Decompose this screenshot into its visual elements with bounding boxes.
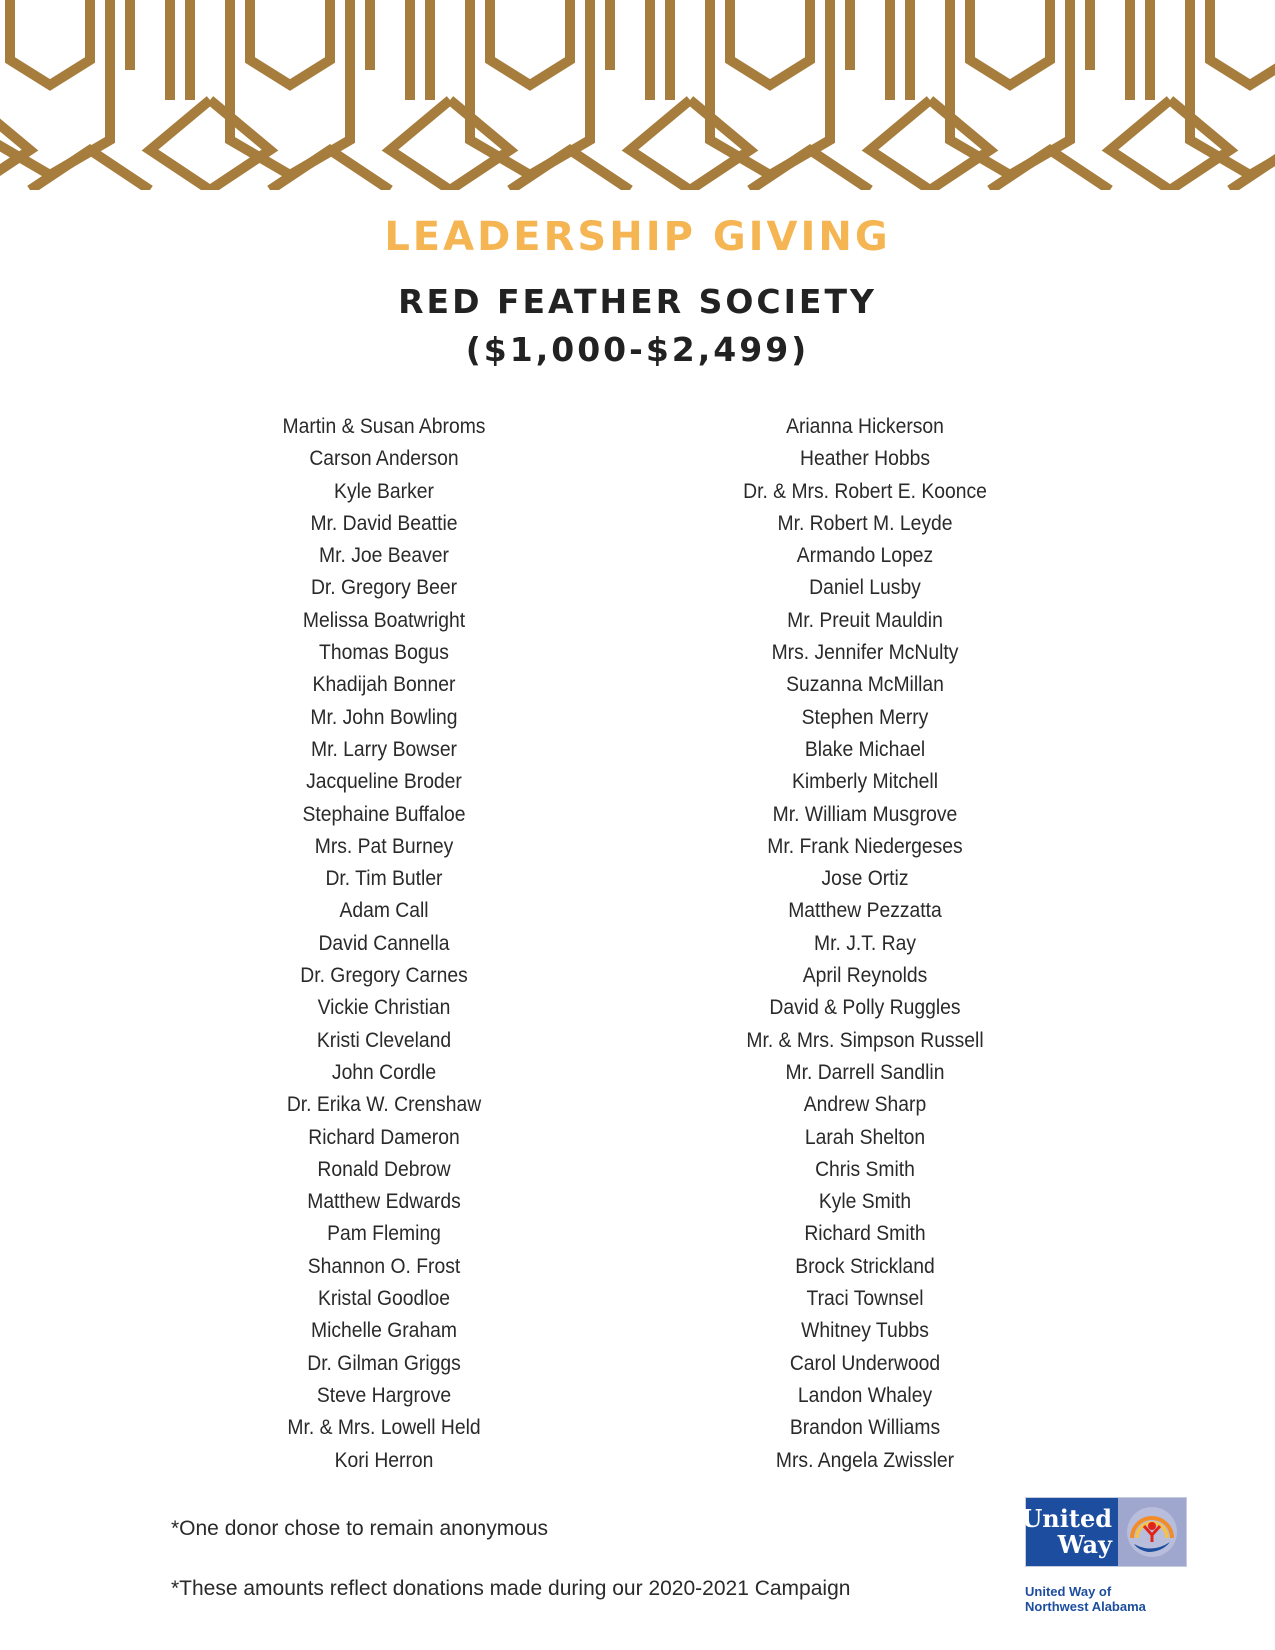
donor-name: Kori Herron [334,1448,434,1472]
donor-name: Matthew Pezzatta [788,899,942,923]
donor-name: Armando Lopez [796,544,934,568]
logo-emblem [1118,1498,1186,1566]
donor-name: Melissa Boatwright [302,608,466,632]
donor-name: Jose Ortiz [821,867,909,891]
donor-name: Mrs. Jennifer McNulty [771,641,959,665]
donor-name: Kristi Cleveland [316,1028,452,1052]
donor-name: Shannon O. Frost [307,1254,461,1278]
donor-name: Dr. Gregory Beer [310,576,458,600]
donor-name: Brandon Williams [789,1416,941,1440]
donor-name: Traci Townsel [806,1287,924,1311]
logo-caption [1025,1584,1225,1614]
donor-name: Blake Michael [804,737,926,761]
donor-name: Vickie Christian [317,996,451,1020]
donor-name: Richard Smith [804,1222,926,1246]
donor-name: Brock Strickland [795,1254,935,1278]
donor-name: Kyle Smith [818,1190,912,1214]
donor-name: Suzanna McMillan [786,673,944,697]
donor-name: Kristal Goodloe [317,1287,451,1311]
donor-name: Dr. Gregory Carnes [300,964,468,988]
donor-name: April Reynolds [802,964,928,988]
donor-name: Jacqueline Broder [306,770,462,794]
donor-name: Dr. & Mrs. Robert E. Koonce [743,479,987,503]
donor-name: Ronald Debrow [317,1157,451,1181]
logo-caption-line2: Northwest Alabama [1025,1599,1146,1614]
donor-name: Thomas Bogus [319,641,449,665]
rainbow-hand-icon [1124,1504,1180,1560]
donor-name: Mr. Darrell Sandlin [785,1060,945,1084]
donor-name: Stephen Merry [801,705,929,729]
united-way-logo [1021,1497,1187,1567]
donor-name: Arianna Hickerson [786,415,944,438]
decorative-banner [0,0,1275,190]
logo-line2: Way [1057,1530,1112,1559]
donor-name: Mr. William Musgrove [772,802,958,826]
donor-name: Kimberly Mitchell [791,770,938,794]
donor-name: Mrs. Angela Zwissler [775,1448,955,1472]
donor-name: Khadijah Bonner [312,673,456,697]
donor-name: Mr. John Bowling [310,705,458,729]
donor-name: Richard Dameron [308,1125,460,1149]
giving-range: ($1,000-$2,499) [465,330,810,369]
donor-name: Mr. & Mrs. Simpson Russell [746,1028,984,1052]
donor-name: Mr. Frank Niedergeses [767,834,963,858]
donor-name: John Cordle [331,1060,437,1084]
donor-name: Kyle Barker [334,479,434,503]
donor-name: Dr. Erika W. Crenshaw [286,1093,482,1117]
donor-name: Mr. David Beattie [310,511,458,535]
anonymous-note: *One donor chose to remain anonymous [171,1517,549,1540]
society-name: RED FEATHER SOCIETY [398,282,877,321]
donor-name: Mr. & Mrs. Lowell Held [287,1416,481,1440]
donor-name: Landon Whaley [797,1383,933,1407]
donor-name: Daniel Lusby [809,576,921,600]
page-title: LEADERSHIP GIVING [384,214,891,260]
donor-name: Whitney Tubbs [801,1319,929,1343]
donor-name: Mrs. Pat Burney [314,834,454,858]
donor-list-right [645,411,1085,1477]
donor-name: Andrew Sharp [803,1093,927,1117]
donor-name: Mr. J.T. Ray [813,931,916,955]
donor-name: Steve Hargrove [316,1383,452,1407]
logo-wordmark [1021,1498,1118,1566]
donor-name: Stephaine Buffaloe [302,802,466,826]
donor-name: Mr. Larry Bowser [310,737,457,761]
donor-name: Matthew Edwards [307,1190,461,1214]
logo-line1: United [1021,1504,1112,1533]
campaign-note: *These amounts reflect donations made during our 2020-2021 Campaign [171,1577,851,1600]
donor-name: Dr. Gilman Griggs [307,1351,461,1375]
donor-name: Heather Hobbs [800,447,930,471]
donor-name: Carson Anderson [309,447,459,471]
donor-name: Mr. Preuit Mauldin [787,608,943,632]
donor-name: Mr. Joe Beaver [319,544,449,568]
donor-list-left [164,411,604,1477]
donor-name: Carol Underwood [789,1351,941,1375]
donor-name: David Cannella [318,931,450,955]
donor-name: Martin & Susan Abroms [282,415,486,438]
donor-name: Mr. Robert M. Leyde [777,511,953,535]
donor-name: Pam Fleming [327,1222,441,1246]
donor-name: Adam Call [339,899,429,923]
logo-caption-line1: United Way of [1025,1584,1112,1599]
donor-name: Larah Shelton [804,1125,926,1149]
donor-name: Michelle Graham [310,1319,458,1343]
donor-name: David & Polly Ruggles [769,996,961,1020]
donor-name: Dr. Tim Butler [325,867,443,891]
donor-name: Chris Smith [815,1157,915,1181]
